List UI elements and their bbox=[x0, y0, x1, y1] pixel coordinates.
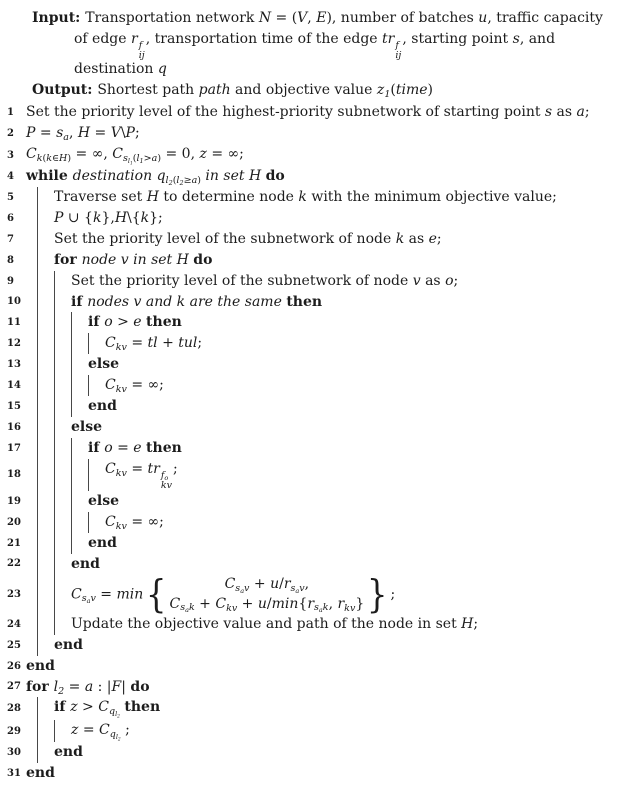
line-number: 17 bbox=[7, 442, 21, 454]
cases-row: $C_{s_ak} + C_{kv} + u/\min\{r_{s_ak}$, $r_{kv}$} bbox=[169, 595, 365, 615]
indent-spacer bbox=[26, 491, 37, 512]
line-content: end bbox=[54, 744, 83, 761]
block-rule bbox=[37, 375, 54, 396]
line-content: end bbox=[88, 397, 117, 414]
superscript-subscript-stack bbox=[394, 41, 401, 60]
block-rule bbox=[88, 512, 105, 533]
algorithm-line bbox=[4, 102, 614, 123]
line-content: Update the objective value and path of the node in set H; bbox=[71, 615, 479, 632]
algorithm-line bbox=[4, 572, 614, 617]
indent-spacer bbox=[26, 187, 37, 208]
line-content: end bbox=[71, 555, 100, 572]
right-brace: } bbox=[367, 572, 388, 617]
line-content: if o = e then bbox=[88, 439, 182, 456]
algorithm-line bbox=[4, 312, 614, 333]
algorithm-line bbox=[4, 697, 614, 720]
indent-spacer bbox=[26, 697, 37, 720]
block-rule bbox=[37, 697, 54, 720]
line-number: 23 bbox=[7, 588, 21, 600]
line-content: end bbox=[26, 657, 55, 674]
line-content: P ∪ {k},H\{k}; bbox=[54, 210, 163, 227]
algorithm-line bbox=[4, 720, 614, 743]
block-rule bbox=[37, 742, 54, 763]
algorithm-line bbox=[4, 491, 614, 512]
indent-spacer bbox=[26, 533, 37, 554]
line-number: 31 bbox=[7, 768, 21, 780]
algorithm-line bbox=[4, 459, 614, 491]
line-number: 4 bbox=[7, 171, 14, 183]
line-content: $P = s_a$, H = V\P; bbox=[26, 124, 140, 143]
algorithm-line bbox=[4, 208, 614, 229]
algorithm-line bbox=[4, 123, 614, 144]
block-rule bbox=[54, 375, 71, 396]
line-number: 26 bbox=[7, 660, 21, 672]
block-rule bbox=[71, 512, 88, 533]
line-number: 15 bbox=[7, 400, 21, 412]
indent-spacer bbox=[26, 438, 37, 459]
line-number: 25 bbox=[7, 639, 21, 651]
block-rule bbox=[71, 491, 88, 512]
line-number: 29 bbox=[7, 725, 21, 737]
block-rule bbox=[71, 333, 88, 354]
algorithm-line bbox=[4, 677, 614, 698]
line-number: 10 bbox=[7, 296, 21, 308]
indent-spacer bbox=[26, 742, 37, 763]
line-content: Set the priority level of the highest-priority subnetwork of starting point s as a; bbox=[26, 104, 590, 121]
block-rule bbox=[37, 533, 54, 554]
superscript: $f_o$ bbox=[160, 469, 169, 482]
line-number: 8 bbox=[7, 254, 14, 266]
subscript: ij bbox=[138, 49, 145, 61]
line-number: 12 bbox=[7, 338, 21, 350]
algorithm-line bbox=[4, 635, 614, 656]
algorithm-header-line bbox=[4, 30, 614, 61]
block-rule bbox=[71, 459, 88, 491]
block-rule bbox=[37, 354, 54, 375]
algorithm-line bbox=[4, 292, 614, 313]
block-rule bbox=[54, 396, 71, 417]
indent-spacer bbox=[26, 271, 37, 292]
indent-spacer bbox=[26, 417, 37, 438]
block-rule bbox=[54, 533, 71, 554]
indent-spacer bbox=[26, 333, 37, 354]
block-rule bbox=[54, 312, 71, 333]
line-content: Input: Transportation network N = (V, E), number of batches u, traffic capacity bbox=[32, 10, 603, 26]
block-rule bbox=[37, 491, 54, 512]
line-number: 3 bbox=[7, 149, 14, 161]
block-rule bbox=[71, 533, 88, 554]
line-number: 5 bbox=[7, 192, 14, 204]
line-content: end bbox=[26, 765, 55, 782]
block-rule bbox=[37, 250, 54, 271]
block-rule bbox=[54, 491, 71, 512]
line-content: $C_{kv}$ = ∞; bbox=[105, 377, 164, 395]
block-rule bbox=[37, 333, 54, 354]
line-content: destination q bbox=[74, 61, 167, 78]
algorithm-line bbox=[4, 354, 614, 375]
block-rule bbox=[54, 574, 71, 614]
block-rule bbox=[54, 512, 71, 533]
algorithm-line bbox=[4, 533, 614, 554]
algorithm-line bbox=[4, 614, 614, 635]
algorithm-line bbox=[4, 554, 614, 575]
algorithm-header-line bbox=[4, 60, 614, 81]
line-number: 7 bbox=[7, 233, 14, 245]
indent-spacer bbox=[26, 459, 37, 491]
line-content: end bbox=[54, 636, 83, 653]
algorithm-line bbox=[4, 763, 614, 784]
block-rule bbox=[71, 312, 88, 333]
line-content: of edge r f ij , transportation time of the edge tr f ij , starting point s, and bbox=[74, 30, 556, 61]
block-rule bbox=[54, 271, 71, 292]
superscript-subscript-stack bbox=[138, 41, 145, 60]
line-content: $z = C_{q_{l_2}}$ ; bbox=[71, 721, 130, 742]
line-number: 1 bbox=[7, 106, 14, 118]
block-rule bbox=[54, 459, 71, 491]
block-rule bbox=[71, 396, 88, 417]
indent-spacer bbox=[26, 292, 37, 313]
block-rule bbox=[71, 438, 88, 459]
algorithm-line bbox=[4, 250, 614, 271]
subscript: ij bbox=[395, 49, 402, 61]
block-rule bbox=[54, 720, 71, 743]
block-rule bbox=[37, 614, 54, 635]
line-content: for node v in set H do bbox=[54, 251, 213, 268]
superscript: f bbox=[138, 40, 143, 52]
line-number: 13 bbox=[7, 359, 21, 371]
algorithm-line bbox=[4, 512, 614, 533]
algorithm-line bbox=[4, 417, 614, 438]
indent-spacer bbox=[26, 375, 37, 396]
algorithm-line bbox=[4, 742, 614, 763]
line-content: Set the priority level of the subnetwork of node v as o; bbox=[71, 272, 459, 289]
line-content: else bbox=[88, 492, 120, 509]
line-number: 14 bbox=[7, 379, 21, 391]
line-content: $C_{k(k\in H)}$ = ∞, $C_{s_{l_1}(l_1>a)} = 0$, z = ∞; bbox=[26, 145, 244, 166]
line-number: 18 bbox=[7, 469, 21, 481]
line-number: 27 bbox=[7, 681, 21, 693]
indent-spacer bbox=[26, 312, 37, 333]
block-rule bbox=[71, 354, 88, 375]
block-rule bbox=[37, 417, 54, 438]
block-rule bbox=[37, 292, 54, 313]
block-rule bbox=[54, 292, 71, 313]
line-number: 20 bbox=[7, 516, 21, 528]
algorithm-line bbox=[4, 656, 614, 677]
cases-row: $C_{s_av} + u/r_{s_av}$, bbox=[224, 576, 310, 596]
block-rule bbox=[71, 375, 88, 396]
line-number: 30 bbox=[7, 747, 21, 759]
superscript: f bbox=[395, 40, 399, 52]
block-rule bbox=[37, 574, 54, 614]
indent-spacer bbox=[26, 554, 37, 575]
line-content: if o > e then bbox=[88, 314, 182, 331]
line-number: 19 bbox=[7, 495, 21, 507]
block-rule bbox=[37, 438, 54, 459]
block-rule bbox=[88, 375, 105, 396]
line-content: if $z > C_{q_{l_2}}$ then bbox=[54, 699, 161, 720]
indent-spacer bbox=[26, 396, 37, 417]
line-number: 28 bbox=[7, 703, 21, 715]
line-number: 16 bbox=[7, 421, 21, 433]
block-rule bbox=[54, 333, 71, 354]
algorithm-line bbox=[4, 229, 614, 250]
block-rule bbox=[37, 208, 54, 229]
algorithm-line bbox=[4, 166, 614, 187]
line-number: 11 bbox=[7, 317, 21, 329]
line-content: Output: Shortest path path and objective value $z_1(time)$ bbox=[32, 82, 433, 101]
indent-spacer bbox=[26, 354, 37, 375]
indent-spacer bbox=[26, 720, 37, 743]
line-content: else bbox=[88, 356, 120, 373]
block-rule bbox=[37, 635, 54, 656]
block-rule bbox=[37, 187, 54, 208]
line-content: $C_{kv}$ = ∞; bbox=[105, 513, 164, 532]
line-content: Set the priority level of the subnetwork of node k as e; bbox=[54, 230, 442, 247]
block-rule bbox=[37, 229, 54, 250]
block-rule bbox=[37, 720, 54, 743]
indent-spacer bbox=[26, 229, 37, 250]
indent-spacer bbox=[26, 614, 37, 635]
block-rule bbox=[37, 396, 54, 417]
block-rule bbox=[37, 459, 54, 491]
block-rule bbox=[37, 312, 54, 333]
block-rule bbox=[54, 614, 71, 635]
block-rule bbox=[54, 354, 71, 375]
algorithm-line bbox=[4, 144, 614, 167]
line-content: while destination $q_{l_2(l_2\ge a)}$ in set H do bbox=[26, 168, 285, 188]
block-rule bbox=[54, 438, 71, 459]
algorithm-header-line bbox=[4, 81, 614, 102]
indent-spacer bbox=[26, 635, 37, 656]
algorithm-line bbox=[4, 375, 614, 396]
block-rule bbox=[88, 459, 105, 491]
algorithm-line bbox=[4, 271, 614, 292]
algorithm-header-line bbox=[4, 9, 614, 30]
left-brace: { bbox=[146, 572, 167, 617]
line-content: else bbox=[71, 418, 103, 435]
line-content: $C_{kv}$ = tr $f_o$ kv ; bbox=[105, 460, 178, 492]
line-number: 22 bbox=[7, 558, 21, 570]
equation-cases bbox=[144, 572, 389, 617]
line-number: 2 bbox=[7, 127, 14, 139]
block-rule bbox=[37, 271, 54, 292]
line-content: $C_{kv}$ = tl + tul; bbox=[105, 335, 203, 354]
block-rule bbox=[54, 417, 71, 438]
algorithm-line bbox=[4, 187, 614, 208]
block-rule bbox=[88, 333, 105, 354]
indent-spacer bbox=[26, 574, 37, 614]
indent-spacer bbox=[26, 208, 37, 229]
line-number: 6 bbox=[7, 212, 14, 224]
line-number: 9 bbox=[7, 275, 14, 287]
line-content: $C_{s_av} = \min$ { $C_{s_av} + u/r_{s_av}$, $C_{s_ak} + C_{kv} + u/\min\{r_{s_ak}$, $r_{kv}$} } ; bbox=[71, 572, 396, 617]
algorithm-line bbox=[4, 333, 614, 354]
indent-spacer bbox=[26, 250, 37, 271]
indent-spacer bbox=[26, 512, 37, 533]
algorithm-line bbox=[4, 438, 614, 459]
line-content: Traverse set H to determine node k with the minimum objective value; bbox=[54, 189, 557, 206]
line-content: if nodes v and k are the same then bbox=[71, 293, 323, 310]
block-rule bbox=[37, 554, 54, 575]
line-content: for $l_2 = a$ : |F| do bbox=[26, 678, 150, 697]
subscript: kv bbox=[160, 480, 172, 492]
algorithm-line bbox=[4, 396, 614, 417]
block-rule bbox=[37, 512, 54, 533]
line-content: end bbox=[88, 534, 117, 551]
cases-rows bbox=[168, 575, 365, 614]
line-number: 24 bbox=[7, 618, 21, 630]
superscript-subscript-stack bbox=[160, 471, 172, 491]
line-number: 21 bbox=[7, 537, 21, 549]
block-rule bbox=[54, 554, 71, 575]
